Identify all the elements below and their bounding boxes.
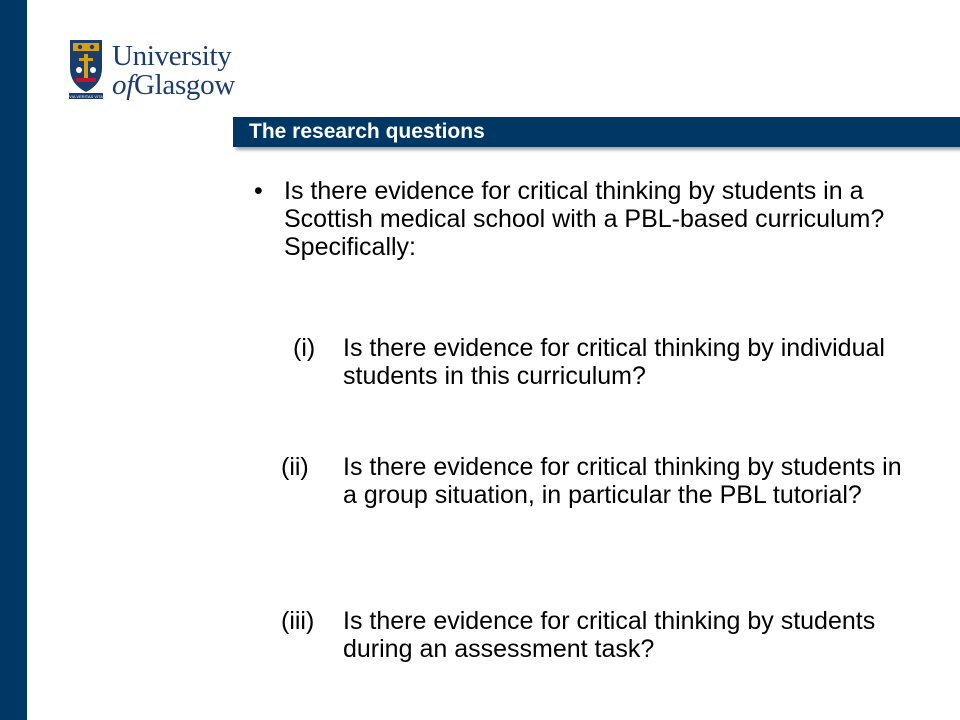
sub-question-3 — [281, 607, 903, 663]
crest-icon — [68, 38, 104, 100]
main-question-text: Is there evidence for critical thinking by students in a Scottish medical school with a PBL-based curriculum? Specifically: — [284, 177, 885, 261]
sub-question-number: (iii) — [281, 607, 315, 635]
wordmark-line2 — [112, 71, 235, 100]
bullet-icon: • — [254, 177, 263, 205]
sub-question-number: (ii) — [281, 453, 309, 481]
slide-title: The research questions — [249, 120, 485, 143]
wordmark-glasgow: Glasgow — [133, 69, 235, 101]
sub-question-1 — [293, 334, 903, 390]
wordmark-of: of — [112, 69, 134, 101]
svg-text:VIA VERITAS VITA: VIA VERITAS VITA — [69, 94, 103, 99]
slide-content — [254, 177, 934, 261]
wordmark-line1: University — [112, 40, 232, 72]
main-question — [254, 177, 934, 261]
left-accent-bar — [0, 0, 27, 720]
title-bar — [233, 117, 960, 147]
sub-question-text: Is there evidence for critical thinking by individual students in this curriculum? — [343, 334, 885, 390]
sub-question-number: (i) — [293, 334, 316, 362]
university-logo — [68, 38, 248, 106]
sub-question-text: Is there evidence for critical thinking by students during an assessment task? — [343, 607, 876, 663]
sub-question-text: Is there evidence for critical thinking by students in a group situation, in particular the PBL tutorial? — [343, 453, 902, 509]
sub-question-2 — [281, 453, 903, 509]
university-wordmark — [112, 42, 235, 100]
